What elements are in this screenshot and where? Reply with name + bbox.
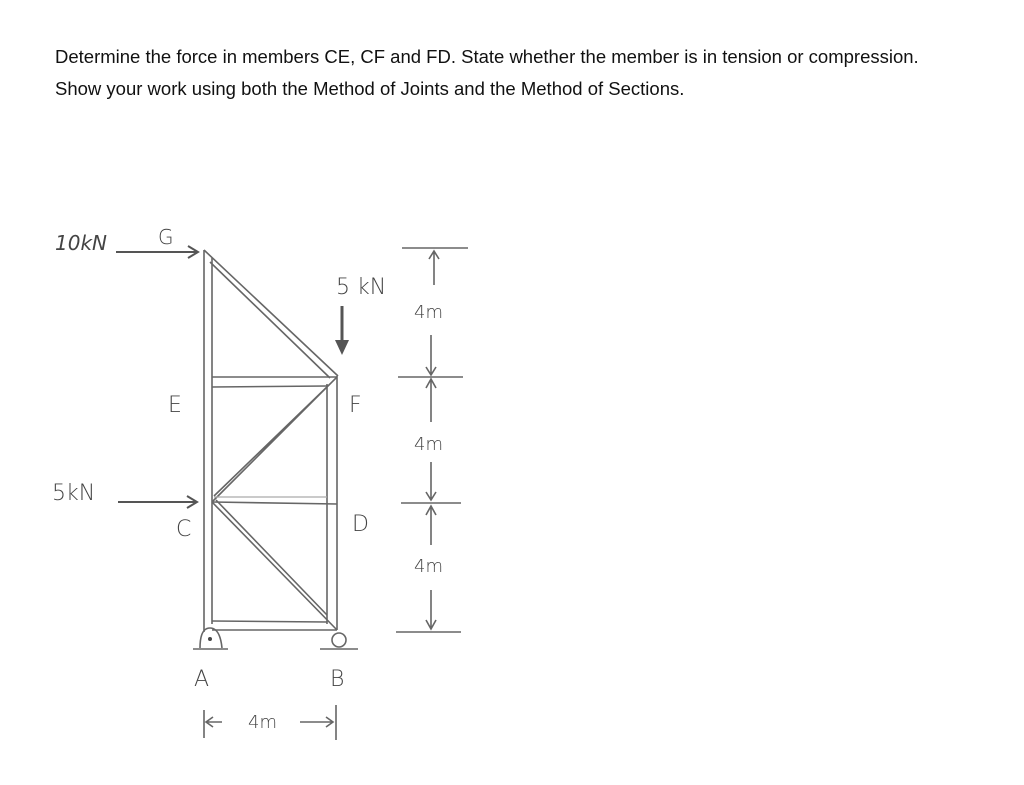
dimension-label-4m: 4m <box>414 434 443 455</box>
arrow-right-icon <box>116 246 198 258</box>
member-right-column <box>327 376 337 630</box>
arrowhead-down-icon <box>335 340 349 355</box>
joint-label-C: C <box>176 517 192 542</box>
joint-label-A: A <box>194 667 210 692</box>
joint-label-B: B <box>330 667 345 692</box>
joint-label-G: G <box>158 225 174 249</box>
joint-label-F: F <box>349 393 362 418</box>
load-label-5kN-top: 5 kN <box>336 275 387 300</box>
dimension-label-4m: 4m <box>414 302 443 323</box>
dimension-label-width-4m: 4m <box>248 712 277 733</box>
member-GF <box>204 250 338 378</box>
member-CD <box>212 502 337 504</box>
truss-members <box>204 250 338 632</box>
joint-label-D: D <box>352 512 369 537</box>
problem-statement-line-2: Show your work using both the Method of Joints and the Method of Sections. <box>55 78 685 99</box>
dimension-label-4m: 4m <box>414 556 443 577</box>
load-label-5kN-left: 5kN <box>52 481 96 506</box>
roller-support-B <box>320 633 358 649</box>
load-label-10kN: 10kN <box>55 231 107 255</box>
member-CF <box>212 377 337 502</box>
arrow-right-icon <box>118 496 197 508</box>
member-CB <box>212 500 337 630</box>
joint-label-E: E <box>168 393 182 418</box>
member-AB <box>212 621 337 630</box>
pin-support-A <box>193 628 228 649</box>
member-EF <box>212 377 337 387</box>
problem-statement-line-1: Determine the force in members CE, CF and FD. State whether the member is in tension or compression. <box>55 46 919 67</box>
member-left-column <box>204 250 212 632</box>
